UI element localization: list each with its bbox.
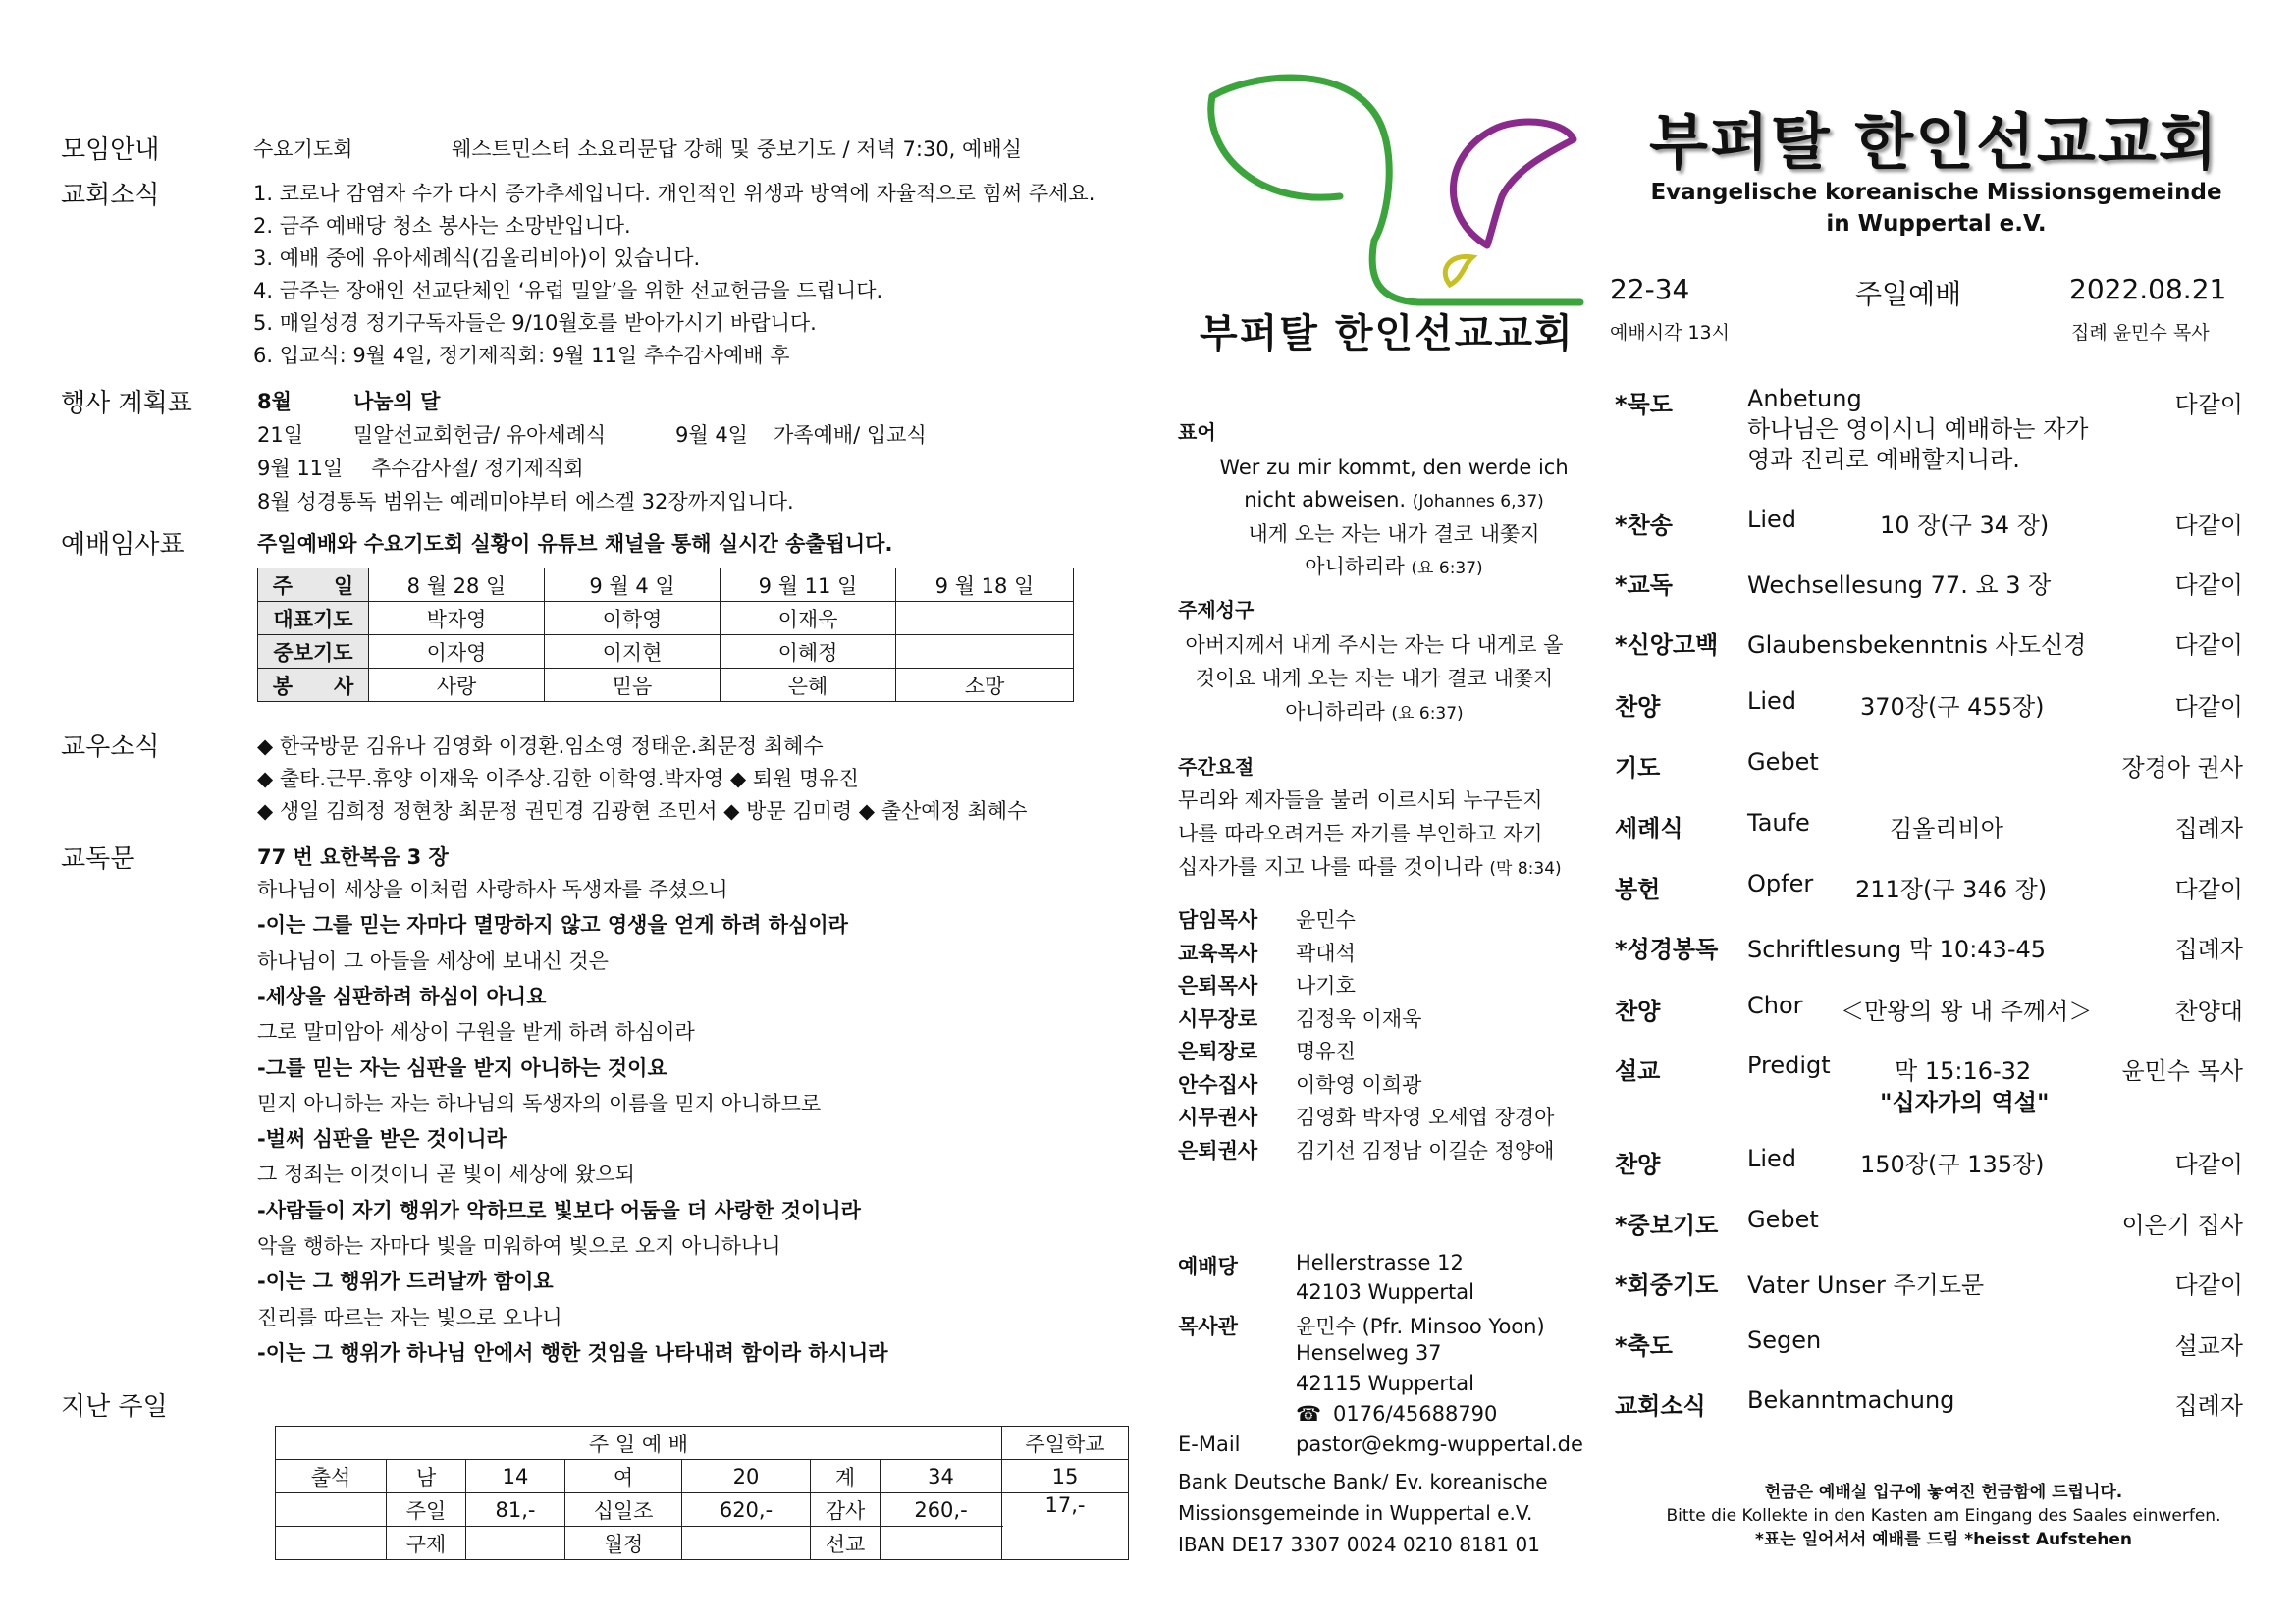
order-item-de: Taufe (1747, 809, 1810, 837)
gathering-label: 모임안내 (61, 135, 160, 165)
order-item-leader: 다같이 (2174, 391, 2243, 418)
events-label: 행사 계획표 (61, 389, 192, 418)
table-cell: 사랑 (369, 669, 545, 702)
order-item-de: Lied (1747, 687, 1797, 715)
last-week-label: 지난 주일 (61, 1392, 168, 1422)
news-item: 4. 금주는 장애인 선교단체인 ‘유럽 밀알’을 위한 선교헌금을 드립니다. (253, 279, 883, 302)
table-header: 8 월 28 일 (369, 568, 545, 602)
order-row (1615, 809, 2243, 848)
table-cell (276, 1493, 387, 1527)
table-cell: 이학영 (545, 602, 721, 635)
weekly-line: 무리와 제자들을 불러 이르시되 누구든지 (1178, 788, 1543, 812)
order-item-leader: 다같이 (2174, 512, 2243, 539)
order-item-detail: 211장(구 346 장) (1855, 876, 2048, 903)
order-row (1615, 506, 2243, 545)
church-title: 부퍼탈 한인선교교회 (1649, 106, 2219, 178)
order-item-de: Gebet (1747, 1206, 1819, 1233)
order-item-leader: 윤민수 목사 (2121, 1057, 2243, 1085)
events-month: 8월 (257, 390, 292, 413)
staff-names: 명유진 (1296, 1040, 1356, 1063)
phone-icon: ☎ (1296, 1402, 1322, 1426)
motto-line: 내게 오는 자는 내가 결코 내쫓지 (1248, 522, 1540, 546)
theme-line (1178, 695, 1571, 731)
order-item-de: Lied (1747, 506, 1797, 533)
duty-note: 주일예배와 수요기도회 실황이 유튜브 채널을 통해 실시간 송출됩니다. (257, 532, 893, 556)
order-item-leader: 집례자 (2174, 936, 2243, 963)
table-cell (466, 1527, 565, 1560)
theme-label: 주제성구 (1178, 598, 1255, 622)
staff-names: 곽대석 (1296, 941, 1356, 965)
staff-title: 담임목사 (1178, 908, 1258, 932)
motto-text-span: 아니하리라 (1305, 555, 1405, 578)
service-date: 2022.08.21 (2069, 273, 2227, 305)
table-cell: 중보기도 (258, 635, 369, 669)
reading-title: 77 번 요한복음 3 장 (257, 845, 449, 869)
reading-line: -이는 그 행위가 드러날까 함이요 (257, 1270, 554, 1294)
table-cell: 계 (811, 1460, 881, 1493)
order-item-leader: 다같이 (2174, 1272, 2243, 1299)
theme-ref: (요 6:37) (1391, 704, 1464, 724)
motto-ref: (요 6:37) (1411, 559, 1483, 578)
order-item-label: *신앙고백 (1615, 631, 1719, 659)
reading-line: 악을 행하는 자마다 빛을 미워하여 빛으로 오지 아니하나니 (257, 1234, 781, 1258)
motto-text-span: nicht abweisen. (1244, 488, 1407, 512)
order-item-detail: 370장(구 455장) (1860, 693, 2045, 721)
table-row (258, 602, 1074, 635)
table-cell: 17,- (1002, 1493, 1129, 1560)
church-logo-icon (1193, 69, 1605, 314)
table-cell: 믿음 (545, 669, 721, 702)
duty-table (257, 568, 1074, 702)
service-time: 예배시각 13시 (1610, 322, 1730, 344)
attendance-table (275, 1426, 1129, 1560)
order-item-detail: 10 장(구 34 장) (1880, 512, 2050, 539)
order-item-leader: 다같이 (2174, 631, 2243, 659)
order-item-label: 찬양 (1615, 693, 1661, 721)
subtitle-line: in Wuppertal e.V. (1826, 211, 2047, 237)
order-row (1615, 1145, 2243, 1184)
chapel-label: 예배당 (1178, 1255, 1238, 1278)
email-link[interactable]: pastor@ekmg-wuppertal.de (1296, 1433, 1583, 1456)
table-cell: 은혜 (721, 669, 896, 702)
motto-line (1178, 551, 1610, 585)
table-cell: 이혜정 (721, 635, 896, 669)
order-row (1615, 566, 2243, 605)
table-cell: 감사 (811, 1493, 881, 1527)
order-item-leader: 다같이 (2174, 571, 2243, 599)
bank-line: Missionsgemeinde in Wuppertal e.V. (1178, 1501, 1533, 1525)
service-name: 주일예배 (1855, 278, 1962, 310)
order-item-label: *축도 (1615, 1332, 1673, 1360)
offering-note (1610, 1481, 2277, 1551)
table-header: 주일학교 (1002, 1427, 1129, 1460)
reading-line: 진리를 따르는 자는 빛으로 오나니 (257, 1305, 562, 1329)
reading-line: 그로 말미암아 세상이 구원을 받게 하려 하심이라 (257, 1020, 695, 1045)
order-item-detail: ＜만왕의 왕 내 주께서＞ (1841, 998, 2093, 1025)
table-cell: 구제 (387, 1527, 466, 1560)
staff-names: 이학영 이희광 (1296, 1072, 1422, 1097)
event-date: 21일 (257, 423, 304, 447)
motto-label: 표어 (1178, 420, 1216, 444)
pastor-city: 42115 Wuppertal (1296, 1372, 1474, 1395)
order-item-de: Opfer (1747, 870, 1814, 897)
table-cell: 박자영 (369, 602, 545, 635)
order-row (1615, 748, 2243, 787)
motto-line: Wer zu mir kommt, den werde ich (1219, 456, 1569, 479)
reading-line: -이는 그 행위가 하나님 안에서 행한 것임을 나타내려 함이라 하시니라 (257, 1340, 888, 1365)
order-item-de: Anbetung (1747, 385, 1862, 412)
bank-line: IBAN DE17 3307 0024 0210 8181 01 (1178, 1533, 1540, 1556)
order-item-leader: 집례자 (2174, 815, 2243, 842)
table-cell: 이재욱 (721, 602, 896, 635)
table-row (258, 669, 1074, 702)
news-item: 1. 코로나 감염자 수가 다시 증가추세입니다. 개인적인 위생과 방역에 자율적으로 힘써 주세요. (253, 182, 1095, 205)
table-cell (881, 1527, 1002, 1560)
table-cell: 주일 (387, 1493, 466, 1527)
theme-text-span: 아니하리라 (1285, 700, 1385, 724)
phone-number: 0176/45688790 (1333, 1402, 1498, 1426)
order-item-label: 세례식 (1615, 815, 1683, 842)
table-cell: 20 (682, 1460, 811, 1493)
order-item-label: 찬양 (1615, 998, 1661, 1025)
table-cell: 이지현 (545, 635, 721, 669)
news-item: 3. 예배 중에 유아세례식(김올리비아)이 있습니다. (253, 246, 701, 270)
table-header: 9 월 11 일 (721, 568, 896, 602)
order-item-leader: 다같이 (2174, 693, 2243, 721)
order-item-label: *중보기도 (1615, 1212, 1719, 1239)
motto-line (1178, 484, 1610, 518)
table-row (276, 1460, 1129, 1493)
table-row (258, 635, 1074, 669)
news-item: 2. 금주 예배당 청소 봉사는 소망반입니다. (253, 214, 631, 238)
duty-label: 예배임사표 (61, 530, 185, 560)
staff-title: 안수집사 (1178, 1072, 1258, 1097)
order-row (1615, 1266, 2243, 1305)
reading-line: -그를 믿는 자는 심판을 받지 아니하는 것이요 (257, 1056, 667, 1080)
order-item-label: 찬양 (1615, 1151, 1661, 1178)
order-verse (1747, 414, 2088, 475)
event-date: 9월 4일 (675, 423, 748, 447)
table-header: 9 월 18 일 (896, 568, 1074, 602)
order-item-label: *성경봉독 (1615, 936, 1719, 963)
table-cell: 이자영 (369, 635, 545, 669)
table-header: 주 일 (258, 568, 369, 602)
chapel-city: 42103 Wuppertal (1296, 1280, 1474, 1304)
table-cell: 봉 사 (258, 669, 369, 702)
order-item-label: *묵도 (1615, 391, 1673, 418)
members-label: 교우소식 (61, 732, 160, 762)
order-item-detail: 막 15:16-32 (1895, 1057, 2032, 1085)
order-item-label: 설교 (1615, 1057, 1661, 1085)
reading-line: -이는 그를 믿는 자마다 멸망하지 않고 영생을 얻게 하려 하심이라 (257, 913, 848, 938)
weekly-ref: (막 8:34) (1489, 859, 1562, 879)
logo-text: 부퍼탈 한인선교교회 (1200, 311, 1575, 356)
order-item-de: Chor (1747, 992, 1803, 1019)
service-leader: 집례 윤민수 목사 (2071, 322, 2210, 344)
staff-names: 나기호 (1296, 974, 1356, 998)
theme-line: 것이요 내게 오는 자는 내가 결코 내쫓지 (1195, 667, 1554, 690)
reading-line: -사람들이 자기 행위가 악하므로 빛보다 어둠을 더 사랑한 것이니라 (257, 1198, 861, 1222)
sermon-title: "십자가의 역설" (1880, 1089, 2050, 1116)
staff-title: 시무장로 (1178, 1006, 1258, 1031)
theme-line: 아버지께서 내게 주시는 자는 다 내게로 올 (1185, 633, 1564, 657)
gathering-desc: 웨스트민스터 소요리문답 강해 및 중보기도 / 저녁 7:30, 예배실 (452, 137, 1022, 161)
table-cell (682, 1527, 811, 1560)
staff-title: 은퇴장로 (1178, 1040, 1258, 1063)
weekly-label: 주간요절 (1178, 755, 1255, 779)
order-item-de: Segen (1747, 1326, 1822, 1354)
order-row (1615, 870, 2243, 909)
table-cell: 십일조 (565, 1493, 682, 1527)
motto-ref: (Johannes 6,37) (1412, 492, 1544, 512)
members-line: ◆ 생일 김희정 정현창 최문정 권민경 김광현 조민서 ◆ 방문 김미령 ◆ 출산예정 최혜수 (257, 799, 1028, 823)
members-line: ◆ 한국방문 김유나 김영화 이경환.임소영 정태운.최문정 최혜수 (257, 734, 824, 758)
event-text: 밀알선교회헌금/ 유아세례식 (353, 423, 607, 447)
table-cell: 소망 (896, 669, 1074, 702)
reading-label: 교독문 (61, 844, 135, 874)
motto-text (1178, 452, 1610, 585)
order-item-leader: 다같이 (2174, 1151, 2243, 1178)
reading-line: 하나님이 세상을 이처럼 사랑하사 독생자를 주셨으니 (257, 878, 728, 901)
news-item: 6. 입교식: 9월 4일, 정기제직회: 9월 11일 추수감사예배 후 (253, 344, 790, 367)
event-text: 가족예배/ 입교식 (774, 423, 927, 447)
events-month-title: 나눔의 달 (353, 390, 441, 413)
order-item-de: Wechsellesung 77. 요 3 장 (1747, 571, 2052, 599)
order-row (1615, 992, 2243, 1031)
table-cell: 81,- (466, 1493, 565, 1527)
pastor-house-label: 목사관 (1178, 1315, 1238, 1338)
reading-line: 하나님이 그 아들을 세상에 보내신 것은 (257, 948, 609, 973)
order-verse-line: 하나님은 영이시니 예배하는 자가 (1747, 415, 2089, 443)
church-subtitle (1610, 177, 2263, 240)
order-item-label: *회중기도 (1615, 1272, 1719, 1299)
order-row (1615, 687, 2243, 727)
bank-line: Bank Deutsche Bank/ Ev. koreanische (1178, 1470, 1548, 1493)
reading-line: 그 정죄는 이것이니 곧 빛이 세상에 왔으되 (257, 1163, 635, 1187)
weekly-line (1178, 850, 1575, 886)
subtitle-line: Evangelische koreanische Missionsgemeinde (1650, 180, 2222, 205)
order-row (1615, 385, 2243, 473)
staff-names: 윤민수 (1296, 908, 1356, 932)
table-header: 주 일 예 배 (276, 1427, 1002, 1460)
reading-line: -세상을 심판하려 하심이 아니요 (257, 984, 547, 1008)
table-cell (896, 635, 1074, 669)
order-item-leader: 다같이 (2174, 876, 2243, 903)
table-cell: 선교 (811, 1527, 881, 1560)
table-cell (896, 602, 1074, 635)
event-text: 추수감사절/ 정기제직회 (371, 457, 584, 480)
email-label: E-Mail (1178, 1433, 1241, 1456)
table-cell: 34 (881, 1460, 1002, 1493)
order-item-de: Vater Unser 주기도문 (1747, 1272, 1985, 1299)
table-row (276, 1527, 1129, 1560)
order-item-leader: 설교자 (2174, 1332, 2243, 1360)
order-item-de: Schriftlesung 막 10:43-45 (1747, 936, 2047, 963)
table-row (276, 1493, 1129, 1527)
pastor-street: Henselweg 37 (1296, 1341, 1442, 1365)
weekly-text (1178, 784, 1575, 886)
table-cell: 14 (466, 1460, 565, 1493)
order-item-label: *찬송 (1615, 512, 1673, 539)
order-item-de: Predigt (1747, 1052, 1831, 1079)
order-row (1615, 1386, 2243, 1426)
table-row (258, 568, 1074, 602)
order-item-leader: 집례자 (2174, 1392, 2243, 1420)
weekly-text-span: 십자가를 지고 나를 따를 것이니라 (1178, 855, 1483, 879)
reading-line: 믿지 아니하는 자는 하나님의 독생자의 이름을 믿지 아니하므로 (257, 1091, 822, 1115)
footer-line: 헌금은 예배실 입구에 놓여진 헌금함에 드립니다. (1764, 1483, 2123, 1502)
order-item-label: 교회소식 (1615, 1392, 1706, 1420)
staff-title: 교육목사 (1178, 941, 1258, 965)
order-item-label: *교독 (1615, 571, 1673, 599)
table-cell: 월정 (565, 1527, 682, 1560)
event-date: 9월 11일 (257, 457, 344, 480)
order-item-de: Glaubensbekenntnis 사도신경 (1747, 631, 2087, 659)
order-item-label: 봉헌 (1615, 876, 1661, 903)
order-item-leader: 장경아 권사 (2121, 754, 2243, 782)
order-verse-line: 영과 진리로 예배할지니라. (1747, 446, 2020, 473)
order-item-de: Bekanntmachung (1747, 1386, 1955, 1414)
event-note: 8월 성경통독 범위는 예레미야부터 에스겔 32장까지입니다. (257, 490, 794, 514)
table-cell (276, 1527, 387, 1560)
bulletin-number: 22-34 (1610, 273, 1690, 305)
gathering-name: 수요기도회 (253, 137, 353, 161)
table-cell: 260,- (881, 1493, 1002, 1527)
table-row (276, 1427, 1129, 1460)
news-item: 5. 매일성경 정기구독자들은 9/10월호를 받아가시기 바랍니다. (253, 311, 817, 335)
table-cell: 출석 (276, 1460, 387, 1493)
order-row (1615, 1052, 2243, 1116)
staff-title: 시무권사 (1178, 1106, 1258, 1129)
staff-names: 김기선 김정남 이길순 정양애 (1296, 1138, 1555, 1163)
staff-names: 김정욱 이재욱 (1296, 1006, 1422, 1031)
order-item-de: Lied (1747, 1145, 1797, 1172)
table-cell: 대표기도 (258, 602, 369, 635)
reading-line: -벌써 심판을 받은 것이니라 (257, 1127, 507, 1152)
table-cell: 남 (387, 1460, 466, 1493)
order-row (1615, 1326, 2243, 1366)
order-item-detail: 김올리비아 (1890, 815, 2003, 842)
order-row (1615, 625, 2243, 665)
members-line: ◆ 출타.근무.휴양 이재욱 이주상.김한 이학영.박자영 ◆ 퇴원 명유진 (257, 767, 859, 790)
table-cell: 620,- (682, 1493, 811, 1527)
table-cell: 여 (565, 1460, 682, 1493)
order-item-leader: 이은기 집사 (2121, 1212, 2243, 1239)
table-cell: 15 (1002, 1460, 1129, 1493)
footer-line: *표는 일어서서 예배를 드림 *heisst Aufstehen (1754, 1530, 2132, 1549)
footer-line: Bitte die Kollekte in den Kasten am Eingang des Saales einwerfen. (1666, 1506, 2221, 1526)
chapel-address: Hellerstrasse 12 (1296, 1251, 1464, 1274)
staff-title: 은퇴권사 (1178, 1138, 1258, 1163)
order-row (1615, 1206, 2243, 1245)
order-item-de: Gebet (1747, 748, 1819, 776)
table-header: 9 월 4 일 (545, 568, 721, 602)
weekly-line: 나를 따라오려거든 자기를 부인하고 자기 (1178, 822, 1543, 845)
order-item-leader: 찬양대 (2174, 998, 2243, 1025)
news-label: 교회소식 (61, 181, 160, 210)
order-item-label: 기도 (1615, 754, 1661, 782)
staff-names: 김영화 박자영 오세엽 장경아 (1296, 1106, 1555, 1129)
theme-text (1178, 628, 1571, 731)
order-item-detail: 150장(구 135장) (1860, 1151, 2045, 1178)
pastor-name: 윤민수 (Pfr. Minsoo Yoon) (1296, 1315, 1545, 1338)
order-row (1615, 930, 2243, 969)
staff-title: 은퇴목사 (1178, 974, 1258, 998)
